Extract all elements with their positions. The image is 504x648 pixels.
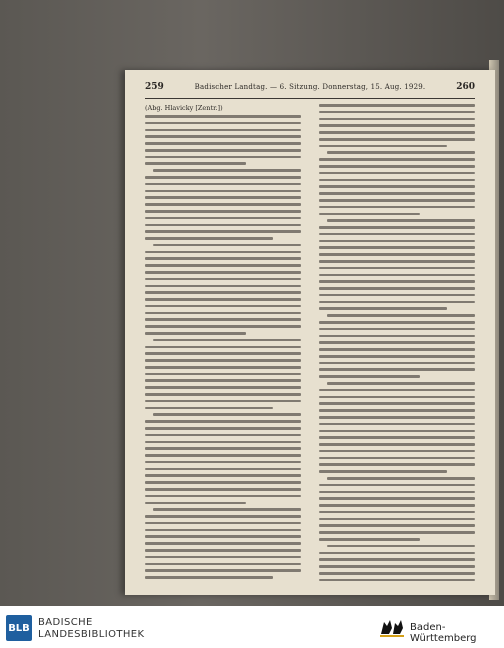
text-line [145,129,301,132]
text-line [319,111,475,114]
text-line [319,362,475,365]
text-line [319,307,447,310]
text-line [319,165,475,168]
text-line [319,301,475,304]
text-line [145,332,246,335]
text-line [145,400,301,403]
text-line [319,348,475,351]
baden-wuerttemberg-label: Baden-Württemberg [410,622,477,644]
text-line [145,366,301,369]
text-line [145,251,301,254]
text-line [145,474,301,477]
text-line [319,131,475,134]
left-text-lines [145,115,301,579]
text-line [319,396,475,399]
text-line [319,104,475,107]
text-column-left [145,104,301,583]
text-line [145,183,301,186]
text-line [145,352,301,355]
blb-line-2: LANDESBIBLIOTHEK [38,629,145,640]
text-line [145,563,301,566]
text-line [319,491,475,494]
text-line [319,436,475,439]
text-line [319,484,475,487]
text-line [145,427,301,430]
text-line [145,542,301,545]
text-line [145,569,301,572]
text-line [145,190,301,193]
text-line [319,572,475,575]
right-text-lines [319,104,475,581]
text-line [319,538,420,541]
text-line [145,441,301,444]
page-header [145,82,475,96]
blb-line-1: BADISCHE [38,617,93,628]
text-line [145,305,301,308]
text-line [145,271,301,274]
text-line [145,502,246,505]
text-line [145,515,301,518]
text-line [319,341,475,344]
text-line [319,511,475,514]
text-line [153,508,301,511]
text-line [319,497,475,500]
text-line [319,280,475,283]
text-line [319,524,475,527]
text-line [145,468,301,471]
text-line [153,244,301,247]
text-line [319,416,475,419]
text-line [145,196,301,199]
text-line [145,162,246,165]
blb-name [38,617,144,641]
text-line [145,176,301,179]
document-page [125,70,495,595]
text-line [145,237,273,240]
text-line [145,522,301,525]
text-line [153,339,301,342]
text-line [319,253,475,256]
text-line [319,430,475,433]
text-line [319,274,475,277]
text-line [319,179,475,182]
text-line [327,545,475,548]
text-line [319,145,447,148]
text-line [145,420,301,423]
text-line [319,409,475,412]
library-footer [0,606,504,648]
text-line [319,240,475,243]
text-line [145,312,301,315]
text-line [145,210,301,213]
text-line [319,138,475,141]
text-line [327,382,475,385]
text-line [319,158,475,161]
text-line [319,199,475,202]
text-line [319,463,475,466]
text-line [153,169,301,172]
text-line [145,135,301,138]
text-line [145,393,301,396]
text-line [319,246,475,249]
text-line [145,379,301,382]
text-line [319,226,475,229]
text-line [319,355,475,358]
text-line [319,287,475,290]
text-line [319,267,475,270]
text-line [319,450,475,453]
text-line [145,434,301,437]
text-line [145,291,301,294]
text-line [319,457,475,460]
text-line [319,579,475,582]
text-line [319,233,475,236]
text-line [145,122,301,125]
text-line [327,219,475,222]
speaker-label: (Abg. Hlavicky [Zentr.]) [145,104,223,112]
text-line [319,321,475,324]
text-line [319,206,475,209]
page-number-left: 259 [145,82,164,92]
text-column-right [319,104,475,585]
text-line [319,124,475,127]
text-line [145,359,301,362]
text-line [153,413,301,416]
text-line [145,115,301,118]
text-line [145,549,301,552]
text-line [145,535,301,538]
text-line [319,172,475,175]
text-line [145,386,301,389]
text-line [145,149,301,152]
text-line [319,565,475,568]
text-line [319,443,475,446]
text-line [327,477,475,480]
text-line [319,423,475,426]
text-line [319,558,475,561]
text-line [145,203,301,206]
text-line [319,518,475,521]
text-line [319,368,475,371]
text-line [145,230,301,233]
text-line [145,142,301,145]
text-line [145,576,273,579]
text-line [319,185,475,188]
text-line [319,260,475,263]
running-title: Badischer Landtag. — 6. Sitzung. Donnerstag, 15. Aug. 1929. [194,83,426,91]
text-line [327,151,475,154]
text-line [145,373,301,376]
text-line [145,156,301,159]
text-line [319,192,475,195]
text-line [319,552,475,555]
text-line [145,346,301,349]
text-line [145,264,301,267]
text-line [145,488,301,491]
text-line [319,118,475,121]
text-line [145,217,301,220]
text-line [145,318,301,321]
text-line [145,447,301,450]
text-line [319,335,475,338]
text-line [145,285,301,288]
text-line [319,375,420,378]
text-line [319,470,447,473]
text-line [145,407,273,410]
text-line [327,314,475,317]
text-line [145,278,301,281]
header-rule [145,98,475,99]
baden-wuerttemberg-lions-icon [378,616,406,638]
text-line [145,325,301,328]
text-line [145,495,301,498]
text-line [319,294,475,297]
text-line [145,454,301,457]
page-number-right: 260 [456,82,475,92]
text-line [319,328,475,331]
text-line [319,389,475,392]
text-line [145,556,301,559]
text-line [145,224,301,227]
text-line [145,529,301,532]
text-line [319,504,475,507]
text-line [145,298,301,301]
text-line [319,213,420,216]
blb-logo: BLB [6,615,32,641]
text-line [319,402,475,405]
text-line [145,461,301,464]
text-line [145,481,301,484]
text-line [145,257,301,260]
text-line [319,531,475,534]
